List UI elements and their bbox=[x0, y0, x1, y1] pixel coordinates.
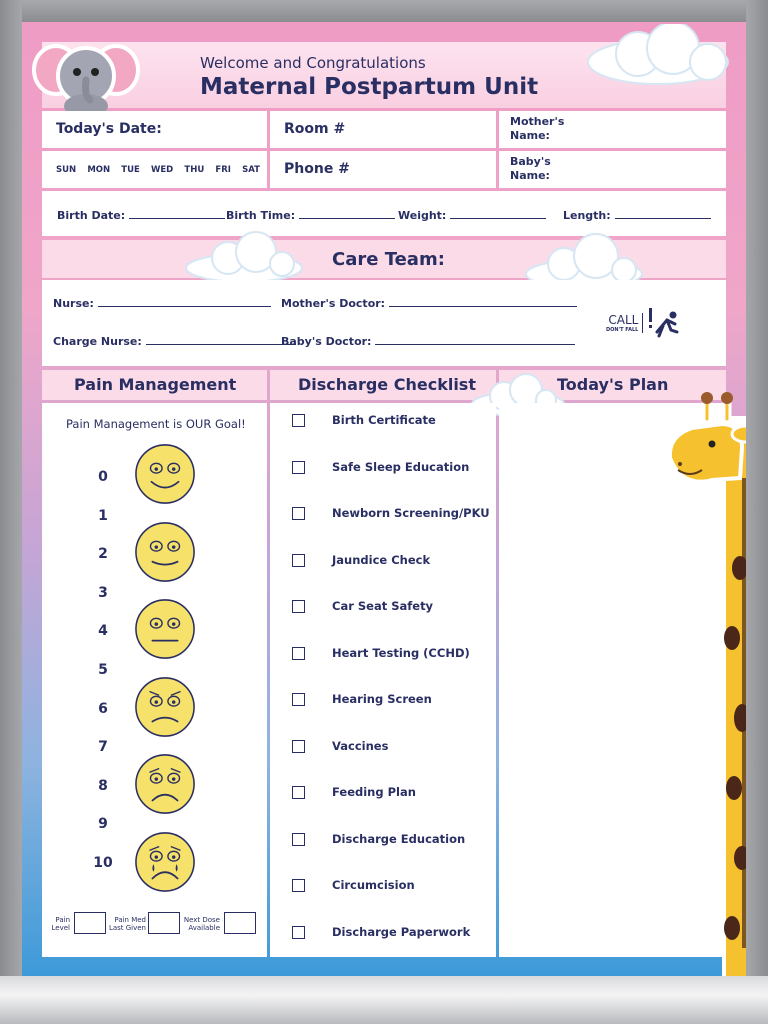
birth-date-field[interactable] bbox=[57, 207, 225, 222]
checklist-checkbox[interactable] bbox=[292, 833, 305, 846]
elephant-icon bbox=[32, 34, 140, 120]
pain-face-hurts-even-more-icon bbox=[134, 676, 196, 738]
birth-time-field[interactable] bbox=[226, 207, 395, 222]
checklist-item-label: Discharge Education bbox=[332, 831, 466, 846]
checklist-checkbox[interactable] bbox=[292, 879, 305, 892]
pain-face-hurts-worst-icon bbox=[134, 831, 196, 893]
pain-goal-text: Pain Management is OUR Goal! bbox=[66, 417, 246, 431]
care-team-title: Care Team: bbox=[332, 249, 445, 270]
day-thu[interactable]: THU bbox=[184, 165, 205, 175]
nurse-label: Nurse: bbox=[53, 297, 94, 310]
day-sun[interactable]: SUN bbox=[56, 165, 77, 175]
next-dose-box[interactable] bbox=[224, 912, 256, 934]
call-dont-fall-badge bbox=[606, 306, 681, 340]
next-dose-label: Next Dose Available bbox=[183, 916, 220, 932]
checklist-item-label: Jaundice Check bbox=[332, 552, 431, 567]
charge-nurse-label: Charge Nurse: bbox=[53, 335, 142, 348]
checklist-checkbox[interactable] bbox=[292, 414, 305, 427]
discharge-panel bbox=[270, 403, 496, 957]
length-label: Length: bbox=[563, 209, 611, 222]
discharge-title: Discharge Checklist bbox=[298, 375, 476, 394]
day-tue[interactable]: TUE bbox=[121, 165, 140, 175]
checklist-item-label: Vaccines bbox=[332, 738, 389, 753]
day-wed[interactable]: WED bbox=[150, 165, 174, 175]
pain-number-4[interactable]: 4 bbox=[98, 623, 108, 640]
birth-date-label: Birth Date: bbox=[57, 209, 126, 222]
checklist-item-label: Hearing Screen bbox=[332, 692, 432, 706]
plan-title: Today's Plan bbox=[557, 375, 669, 394]
babys-doctor-field[interactable] bbox=[281, 333, 575, 348]
dont-fall-text: DON'T FALL bbox=[606, 327, 639, 333]
weight-label: Weight: bbox=[398, 209, 447, 222]
charge-nurse-field[interactable] bbox=[53, 333, 296, 348]
length-field[interactable] bbox=[563, 207, 711, 222]
pain-face-hurts-more-icon bbox=[134, 598, 196, 660]
mothers-name-label: Mother's Name: bbox=[510, 115, 565, 142]
pain-number-1[interactable]: 1 bbox=[98, 507, 108, 524]
pain-number-3[interactable]: 3 bbox=[98, 584, 108, 601]
checklist-checkbox[interactable] bbox=[292, 786, 305, 799]
pain-med-label: Pain Med Last Given bbox=[108, 916, 146, 932]
babys-name-label: Baby's Name: bbox=[510, 155, 551, 182]
pain-number-0[interactable]: 0 bbox=[98, 469, 108, 485]
checklist-item-label: Discharge Paperwork bbox=[332, 924, 471, 939]
checklist-checkbox[interactable] bbox=[292, 461, 305, 474]
checklist-checkbox[interactable] bbox=[292, 740, 305, 753]
checklist-item-label: Birth Certificate bbox=[332, 413, 436, 427]
pain-level-label: Pain Level bbox=[51, 916, 70, 932]
checklist-item-label: Car Seat Safety bbox=[332, 599, 434, 613]
checklist-checkbox[interactable] bbox=[292, 600, 305, 613]
cloud-icon bbox=[578, 24, 742, 94]
giraffe-icon bbox=[662, 388, 746, 976]
call-text: CALL bbox=[608, 313, 639, 327]
checklist-item-label: Circumcision bbox=[332, 878, 415, 892]
board-frame-top bbox=[0, 0, 768, 22]
welcome-text: Welcome and Congratulations bbox=[200, 54, 426, 72]
checklist-checkbox[interactable] bbox=[292, 507, 305, 520]
checklist-checkbox[interactable] bbox=[292, 693, 305, 706]
nurse-field[interactable] bbox=[53, 295, 271, 310]
pain-face-hurts-little-icon bbox=[134, 521, 196, 583]
day-mon[interactable]: MON bbox=[87, 165, 111, 175]
checklist-checkbox[interactable] bbox=[292, 554, 305, 567]
checklist-checkbox[interactable] bbox=[292, 926, 305, 939]
pain-number-10[interactable]: 10 bbox=[93, 855, 113, 871]
board-frame-right bbox=[746, 0, 768, 980]
pain-number-6[interactable]: 6 bbox=[98, 700, 108, 717]
cloud-icon bbox=[178, 228, 312, 288]
checklist-item-label: Newborn Screening/PKU bbox=[332, 506, 490, 520]
pain-title: Pain Management bbox=[74, 375, 237, 394]
day-fri[interactable]: FRI bbox=[215, 165, 231, 175]
pain-number-7[interactable]: 7 bbox=[98, 739, 108, 756]
pain-number-9[interactable]: 9 bbox=[98, 816, 108, 833]
phone-label: Phone # bbox=[284, 161, 350, 177]
marker-tray bbox=[0, 976, 768, 1024]
room-label: Room # bbox=[284, 121, 346, 137]
babys-doctor-label: Baby's Doctor: bbox=[281, 335, 372, 348]
board-frame-left bbox=[0, 0, 22, 980]
checklist-item-label: Safe Sleep Education bbox=[332, 459, 470, 474]
pain-number-8[interactable]: 8 bbox=[98, 777, 108, 794]
checklist-item-label: Heart Testing (CCHD) bbox=[332, 645, 470, 660]
pain-med-box[interactable] bbox=[148, 912, 180, 934]
day-of-week-row bbox=[56, 165, 260, 175]
birth-time-label: Birth Time: bbox=[226, 209, 296, 222]
pain-number-2[interactable]: 2 bbox=[98, 546, 108, 563]
pain-face-hurts-whole-lot-icon bbox=[134, 753, 196, 815]
unit-title: Maternal Postpartum Unit bbox=[200, 74, 539, 100]
whiteboard bbox=[22, 22, 746, 976]
pain-face-no-hurt-icon bbox=[134, 443, 196, 505]
mothers-doctor-field[interactable] bbox=[281, 295, 577, 310]
pain-number-5[interactable]: 5 bbox=[98, 662, 108, 678]
checklist-item-label: Feeding Plan bbox=[332, 785, 416, 799]
day-sat[interactable]: SAT bbox=[242, 165, 260, 175]
pain-level-box[interactable] bbox=[74, 912, 106, 934]
checklist-checkbox[interactable] bbox=[292, 647, 305, 660]
weight-field[interactable] bbox=[398, 207, 546, 222]
falling-person-icon bbox=[645, 306, 681, 340]
todays-date-label: Today's Date: bbox=[56, 121, 162, 137]
mothers-doctor-label: Mother's Doctor: bbox=[281, 297, 386, 310]
